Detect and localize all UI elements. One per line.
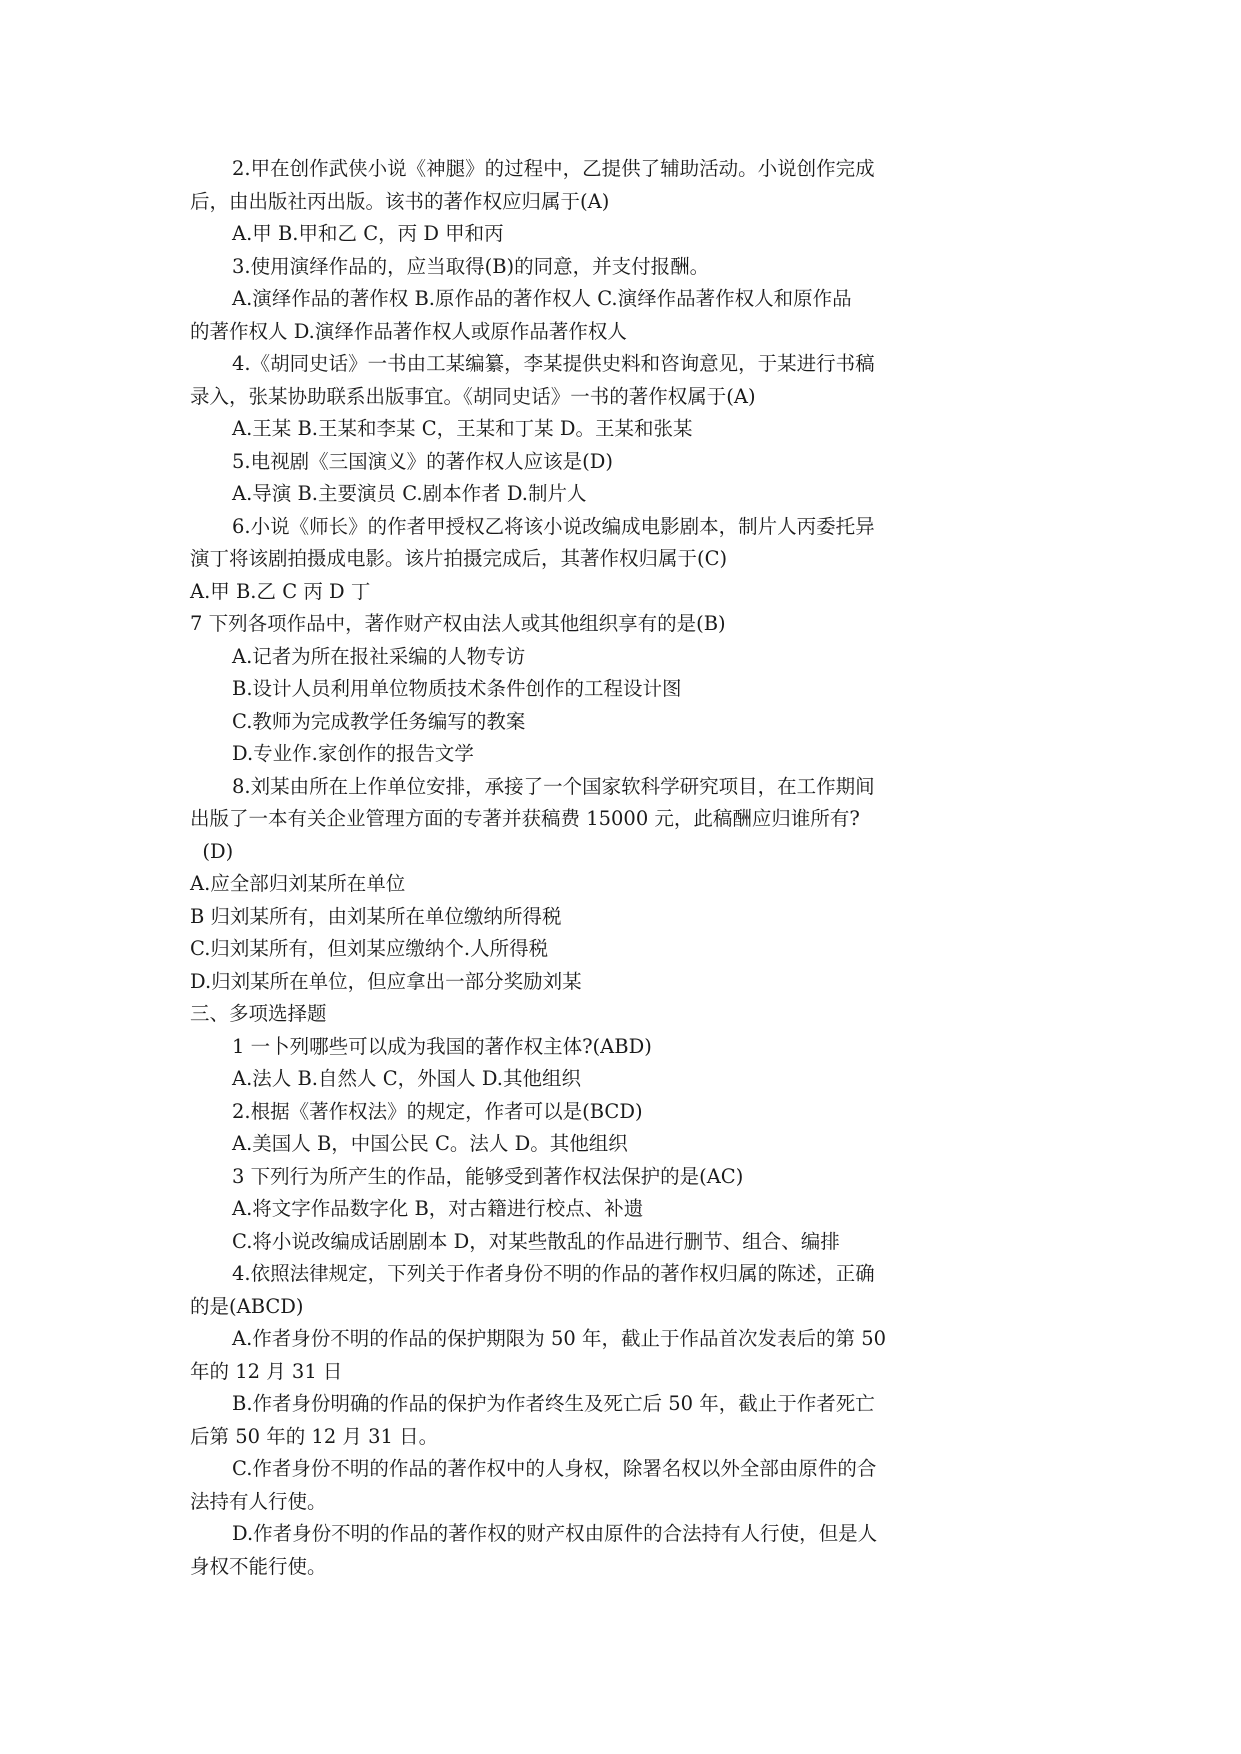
text-line: A.演绎作品的著作权 B.原作品的著作权人 C.演绎作品著作权人和原作品	[232, 287, 852, 310]
text-line: 3 下列行为所产生的作品，能够受到著作权法保护的是(AC)	[232, 1164, 744, 1188]
text-line: B.设计人员利用单位物质技术条件创作的工程设计图	[232, 677, 682, 700]
text-line: 4.《胡同史话》一书由工某编纂，李某提供史料和咨询意见，于某进行书稿	[232, 352, 875, 375]
text-line: A.法人 B.自然人 C，外国人 D.其他组织	[232, 1067, 581, 1090]
text-line: (D)	[190, 839, 234, 863]
text-line: D.作者身份不明的作品的著作权的财产权由原件的合法持有人行使，但是人	[232, 1522, 878, 1545]
text-line: 法持有人行使。	[190, 1489, 327, 1513]
text-line: B 归刘某所有，由刘某所在单位缴纳所得税	[190, 904, 562, 928]
text-line: A.作者身份不明的作品的保护期限为 50 年，截止于作品首次发表后的第 50	[232, 1327, 887, 1350]
text-line: A.王某 B.王某和李某 C，王某和丁某 D。王某和张某	[232, 417, 693, 440]
text-line: D.归刘某所在单位，但应拿出一部分奖励刘某	[190, 969, 582, 993]
text-line: 三、多项选择题	[190, 1002, 327, 1025]
text-line: 的是(ABCD)	[190, 1294, 304, 1318]
text-line: A.美国人 B，中国公民 C。法人 D。其他组织	[232, 1132, 628, 1155]
text-line: 2.甲在创作武侠小说《神腿》的过程中，乙提供了辅助活动。小说创作完成	[232, 157, 875, 180]
text-line: 的著作权人 D.演绎作品著作权人或原作品著作权人	[190, 319, 627, 343]
text-line: A.记者为所在报社采编的人物专访	[232, 644, 526, 668]
text-line: 2.根据《著作权法》的规定，作者可以是(BCD)	[232, 1099, 643, 1123]
text-line: C.将小说改编成话剧剧本 D，对某些散乱的作品进行删节、组合、编排	[232, 1229, 840, 1253]
text-line: C.作者身份不明的作品的著作权中的人身权，除署名权以外全部由原件的合	[232, 1457, 877, 1480]
text-line: 后，由出版社丙出版。该书的著作权应归属于(A)	[190, 189, 610, 213]
text-line: 5.电视剧《三国演义》的著作权人应该是(D)	[232, 449, 613, 473]
text-line: A.应全部归刘某所在单位	[190, 872, 406, 895]
document-body	[190, 153, 980, 1583]
text-line: 3.使用演绎作品的，应当取得(B)的同意，并支付报酬。	[232, 254, 710, 278]
text-line: 身权不能行使。	[190, 1554, 327, 1578]
text-line: 录入，张某协助联系出版事宜。《胡同史话》一书的著作权属于(A)	[190, 384, 756, 408]
text-line: 演丁将该剧拍摄成电影。该片拍摄完成后，其著作权归属于(C)	[190, 547, 728, 570]
text-line: A.甲 B.乙 C 丙 D 丁	[190, 579, 371, 603]
text-line: A.导演 B.主要演员 C.剧本作者 D.制片人	[232, 482, 587, 505]
text-line: 出版了一本有关企业管理方面的专著并获稿费 15000 元，此稿酬应归谁所有?	[190, 807, 860, 830]
text-line: C.归刘某所有，但刘某应缴纳个.人所得税	[190, 937, 549, 960]
text-line: C.教师为完成教学任务编写的教案	[232, 709, 526, 733]
text-line: 8.刘某由所在上作单位安排，承接了一个国家软科学研究项目，在工作期间	[232, 774, 875, 798]
text-line: D.专业作.家创作的报告文学	[232, 742, 474, 765]
text-line: 后第 50 年的 12 月 31 日。	[190, 1424, 439, 1448]
text-line: A.甲 B.甲和乙 C，丙 D 甲和丙	[232, 222, 504, 245]
text-line: 1 一卜列哪些可以成为我国的著作权主体?(ABD)	[232, 1034, 652, 1058]
text-line: 年的 12 月 31 日	[190, 1359, 343, 1383]
text-line: A.将文字作品数字化 B，对古籍进行校点、补遗	[232, 1197, 644, 1220]
text-line: 6.小说《师长》的作者甲授权乙将该小说改编成电影剧本，制片人丙委托异	[232, 514, 875, 538]
text-line: 4.依照法律规定，下列关于作者身份不明的作品的著作权归属的陈述，正确	[232, 1262, 875, 1285]
text-line: 7 下列各项作品中，著作财产权由法人或其他组织享有的是(B)	[190, 612, 726, 635]
text-line: B.作者身份明确的作品的保护为作者终生及死亡后 50 年，截止于作者死亡	[232, 1392, 875, 1415]
